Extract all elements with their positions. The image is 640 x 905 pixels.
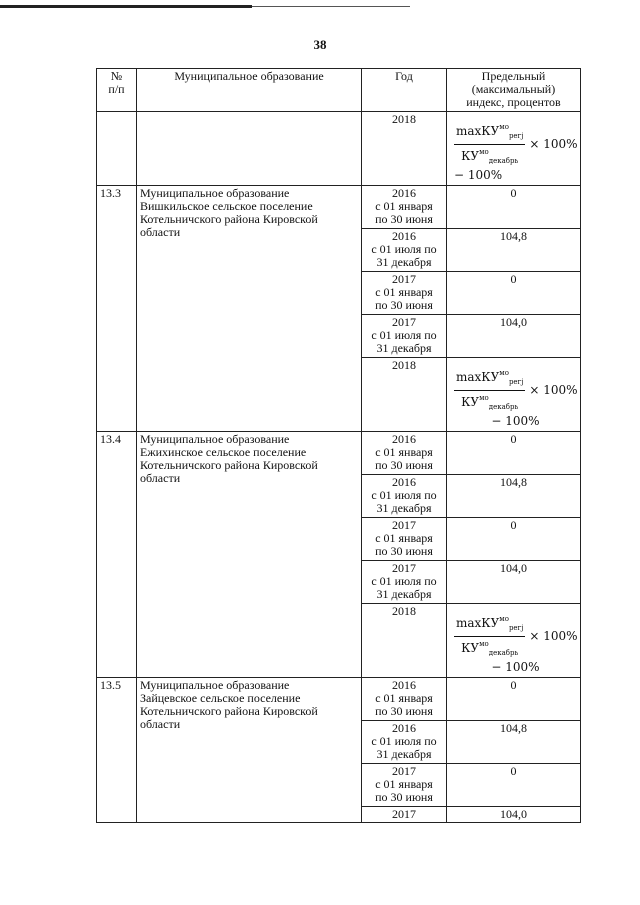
period-range-text: с 01 января по 30 июня bbox=[375, 531, 433, 558]
index-value-cell: 0 bbox=[447, 518, 581, 561]
year-cell bbox=[362, 721, 447, 764]
index-value-cell: 104,0 bbox=[447, 561, 581, 604]
year-text: 2018 bbox=[392, 112, 416, 126]
year-text: 2016 bbox=[392, 432, 416, 446]
formula-cell bbox=[447, 112, 581, 186]
municipality-name-cell: Муниципальное образование Зайцевское сельское поселение Котельничского района Кировской области bbox=[137, 678, 362, 823]
year-text: 2017 bbox=[392, 807, 416, 821]
index-value-cell: 0 bbox=[447, 764, 581, 807]
period-range-text: с 01 января по 30 июня bbox=[375, 445, 433, 472]
period-range-text: с 01 июля по 31 декабря bbox=[371, 488, 437, 515]
period-range-text: с 01 июля по 31 декабря bbox=[371, 242, 437, 269]
page-number: 38 bbox=[313, 37, 327, 52]
year-text: 2017 bbox=[392, 518, 416, 532]
year-cell bbox=[362, 358, 447, 432]
row-number-cell: 13.5 bbox=[97, 678, 137, 823]
index-formula bbox=[454, 367, 577, 414]
formula-denominator: $КУ^{мо}_{декабрь}$ bbox=[461, 148, 519, 165]
table-row bbox=[97, 432, 581, 475]
index-formula bbox=[454, 121, 577, 168]
formula-minus: − 100% bbox=[454, 168, 503, 182]
formula-fraction bbox=[454, 121, 525, 168]
table-header-row bbox=[97, 69, 581, 112]
formula-multiplier: × 100% bbox=[529, 137, 578, 151]
row-number-cell: 13.3 bbox=[97, 186, 137, 432]
index-value-cell: 0 bbox=[447, 678, 581, 721]
formula-cell bbox=[447, 604, 581, 678]
year-text: 2017 bbox=[392, 272, 416, 286]
table-row bbox=[97, 186, 581, 229]
index-table bbox=[96, 68, 581, 823]
year-text: 2016 bbox=[392, 678, 416, 692]
header-municipality: Муниципальное образование bbox=[137, 69, 362, 112]
period-range-text: с 01 января по 30 июня bbox=[375, 691, 433, 718]
index-value-cell: 0 bbox=[447, 272, 581, 315]
formula-numerator: maxКУ$^{мо}_{peгj}$ bbox=[454, 121, 525, 145]
period-range-text: с 01 января по 30 июня bbox=[375, 285, 433, 312]
municipality-name-cell: Муниципальное образование Ежихинское сельское поселение Котельничского района Кировской области bbox=[137, 432, 362, 678]
row-name-cell bbox=[137, 112, 362, 186]
year-text: 2017 bbox=[392, 315, 416, 329]
year-cell bbox=[362, 678, 447, 721]
year-cell bbox=[362, 561, 447, 604]
year-text: 2017 bbox=[392, 764, 416, 778]
index-value-cell: 104,0 bbox=[447, 807, 581, 823]
year-cell bbox=[362, 807, 447, 823]
year-text: 2016 bbox=[392, 721, 416, 735]
top-rule bbox=[0, 5, 252, 8]
year-text: 2017 bbox=[392, 561, 416, 575]
row-number-cell bbox=[97, 112, 137, 186]
period-range-text: с 01 июля по 31 декабря bbox=[371, 734, 437, 761]
index-value-cell: 104,8 bbox=[447, 475, 581, 518]
year-cell bbox=[362, 604, 447, 678]
formula-fraction bbox=[454, 613, 525, 660]
row-number-cell: 13.4 bbox=[97, 432, 137, 678]
year-cell bbox=[362, 186, 447, 229]
year-cell bbox=[362, 764, 447, 807]
year-text: 2018 bbox=[392, 358, 416, 372]
formula-cell bbox=[447, 358, 581, 432]
year-text: 2016 bbox=[392, 475, 416, 489]
top-rule-thin bbox=[252, 6, 410, 7]
formula-multiplier: × 100% bbox=[529, 383, 578, 397]
year-cell bbox=[362, 112, 447, 186]
year-cell bbox=[362, 432, 447, 475]
formula-denominator: $КУ^{мо}_{декабрь}$ bbox=[461, 640, 519, 657]
period-range-text: с 01 января по 30 июня bbox=[375, 777, 433, 804]
year-cell bbox=[362, 272, 447, 315]
year-cell bbox=[362, 229, 447, 272]
table-row bbox=[97, 678, 581, 721]
municipality-name-cell: Муниципальное образование Вишкильское сельское поселение Котельничского района Кировской области bbox=[137, 186, 362, 432]
index-value-cell: 104,8 bbox=[447, 229, 581, 272]
index-value-cell: 104,0 bbox=[447, 315, 581, 358]
header-index: Предельный (максимальный) индекс, процентов bbox=[447, 69, 581, 112]
year-text: 2018 bbox=[392, 604, 416, 618]
year-text: 2016 bbox=[392, 186, 416, 200]
year-cell bbox=[362, 518, 447, 561]
index-value-cell: 0 bbox=[447, 432, 581, 475]
period-range-text: с 01 июля по 31 декабря bbox=[371, 328, 437, 355]
index-value-cell: 0 bbox=[447, 186, 581, 229]
period-range-text: с 01 июля по 31 декабря bbox=[371, 574, 437, 601]
formula-numerator: maxКУ$^{мо}_{peгj}$ bbox=[454, 613, 525, 637]
year-cell bbox=[362, 475, 447, 518]
table-row-carryover bbox=[97, 112, 581, 186]
formula-fraction bbox=[454, 367, 525, 414]
formula-denominator: $КУ^{мо}_{декабрь}$ bbox=[461, 394, 519, 411]
index-formula bbox=[454, 613, 577, 660]
period-range-text: с 01 января по 30 июня bbox=[375, 199, 433, 226]
formula-multiplier: × 100% bbox=[529, 629, 578, 643]
formula-numerator: maxКУ$^{мо}_{peгj}$ bbox=[454, 367, 525, 391]
index-value-cell: 104,8 bbox=[447, 721, 581, 764]
year-text: 2016 bbox=[392, 229, 416, 243]
formula-minus: − 100% bbox=[491, 660, 540, 674]
year-cell bbox=[362, 315, 447, 358]
header-number: № п/п bbox=[97, 69, 137, 112]
formula-minus: − 100% bbox=[491, 414, 540, 428]
header-year: Год bbox=[362, 69, 447, 112]
